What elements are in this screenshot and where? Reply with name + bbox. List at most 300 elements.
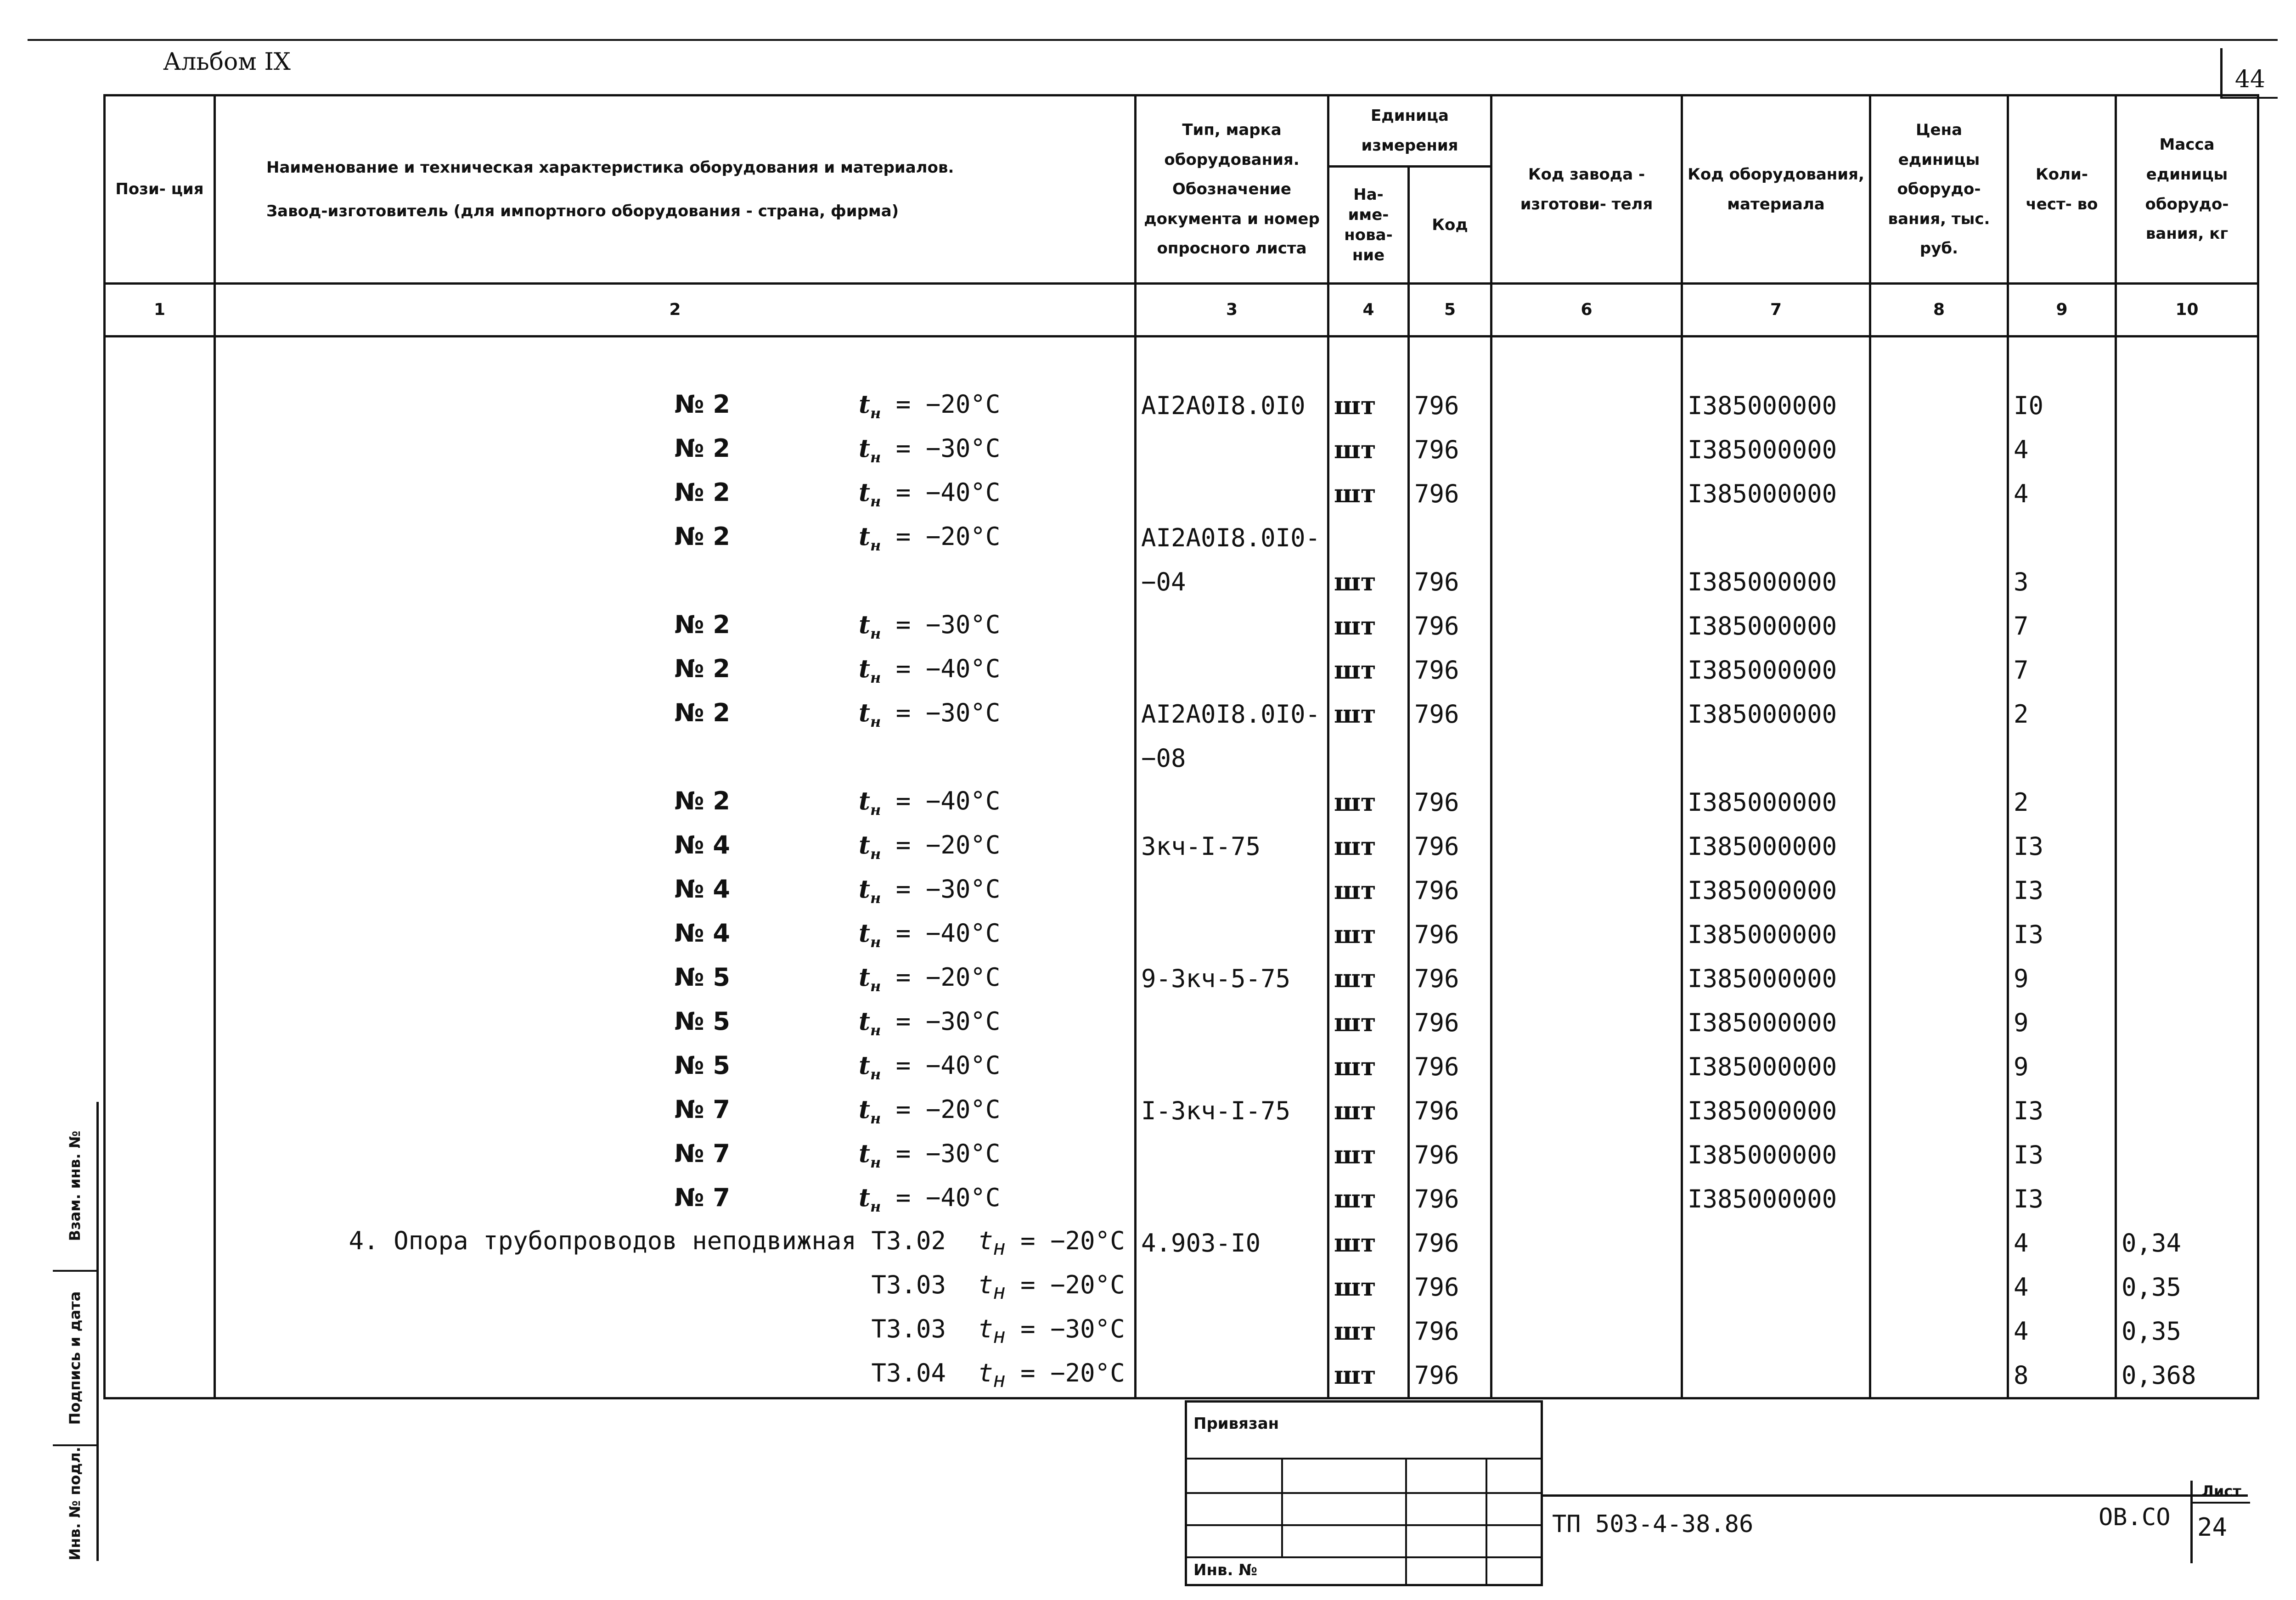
cell-name — [215, 1265, 1136, 1309]
cell-position — [105, 1000, 215, 1044]
cell-type: 4.903-I0 — [1136, 1221, 1328, 1265]
temp-value: = −30°C — [895, 1006, 1001, 1036]
cell-quantity: 9 — [2008, 956, 2116, 1000]
temperature — [859, 654, 1000, 686]
cell-unit: шт — [1328, 1044, 1409, 1089]
cell-price — [1870, 516, 2008, 560]
cell-position — [105, 780, 215, 824]
mark-number: № 4 — [674, 830, 730, 859]
cell-type — [1136, 1309, 1328, 1353]
mark-number: № 7 — [674, 1139, 730, 1168]
cell-type: 9-3кч-5-75 — [1136, 956, 1328, 1000]
sheet-number: 24 — [2197, 1513, 2228, 1542]
cell-manufacturer-code — [1491, 868, 1682, 912]
temp-value: = −20°C — [895, 962, 1001, 992]
table-row — [105, 1309, 2258, 1353]
cell-unit-code: 796 — [1409, 780, 1491, 824]
table-row — [105, 337, 2258, 384]
temp-value: = −40°C — [895, 918, 1001, 948]
cell-manufacturer-code — [1491, 604, 1682, 648]
support-mark: Т3.02 — [871, 1226, 946, 1255]
table-row — [105, 824, 2258, 868]
temp-symbol: $t_н$ — [859, 830, 881, 863]
cell-unit: шт — [1328, 1000, 1409, 1044]
cell-type: AI2A0I8.0I0- — [1136, 692, 1328, 736]
table-row — [105, 1089, 2258, 1133]
cell-mass — [2116, 1089, 2258, 1133]
cell-price — [1870, 604, 2008, 648]
table-row — [105, 472, 2258, 516]
cell-equipment-code: I385000000 — [1682, 472, 1870, 516]
cell-unit-code: 796 — [1409, 956, 1491, 1000]
cell-manufacturer-code — [1491, 1044, 1682, 1089]
side-label-inv-podl: Инв. № подл. — [66, 1447, 84, 1561]
cell-mass — [2116, 1177, 2258, 1221]
cell-name — [215, 648, 1136, 692]
cell-unit: шт — [1328, 912, 1409, 956]
header-name-line2: Завод-изготовитель (для импортного оборудования - страна, фирма) — [266, 202, 899, 220]
column-number: 6 — [1491, 284, 1682, 337]
stamp-vline — [1486, 1458, 1487, 1584]
temperature — [859, 1183, 1000, 1215]
cell-quantity: 9 — [2008, 1044, 2116, 1089]
cell-unit: шт — [1328, 383, 1409, 427]
temp-subscript: н — [870, 492, 881, 510]
table-row — [105, 736, 2258, 780]
cell-equipment-code: I385000000 — [1682, 824, 1870, 868]
cell-price — [1870, 824, 2008, 868]
temperature — [859, 830, 1000, 863]
cell-position — [105, 1309, 215, 1353]
temp-symbol: $t_н$ — [859, 433, 881, 466]
cell-name — [215, 1133, 1136, 1177]
cell-type: 3кч-I-75 — [1136, 824, 1328, 868]
cell-unit: шт — [1328, 1133, 1409, 1177]
cell-equipment-code: I385000000 — [1682, 1177, 1870, 1221]
cell-type — [1136, 472, 1328, 516]
temperature — [859, 522, 1000, 554]
cell-name — [215, 736, 1136, 780]
temp-symbol: $t_н$ — [978, 1358, 1006, 1392]
cell-unit: шт — [1328, 1177, 1409, 1221]
cell-equipment-code: I385000000 — [1682, 1000, 1870, 1044]
temp-symbol: $t_н$ — [859, 962, 881, 995]
cell-position — [105, 1089, 215, 1133]
table-row — [105, 516, 2258, 560]
temp-subscript: н — [870, 536, 881, 554]
temp-subscript: н — [870, 933, 881, 951]
cell-equipment-code: I385000000 — [1682, 956, 1870, 1000]
cell-name — [215, 1044, 1136, 1089]
temperature — [859, 389, 1000, 422]
column-number: 4 — [1328, 284, 1409, 337]
temp-subscript: н — [870, 1197, 881, 1215]
mark-number: № 2 — [674, 522, 730, 551]
cell-unit: шт — [1328, 648, 1409, 692]
cell-position — [105, 824, 215, 868]
cell-unit-code: 796 — [1409, 560, 1491, 604]
cell-mass — [2116, 427, 2258, 472]
mark-number: № 2 — [674, 654, 730, 683]
stamp-line — [1187, 1556, 1541, 1558]
temp-value: = −40°C — [895, 477, 1001, 507]
side-cell — [53, 1102, 96, 1272]
cell-manufacturer-code — [1491, 1177, 1682, 1221]
cell-equipment-code: I385000000 — [1682, 912, 1870, 956]
cell-unit-code — [1409, 516, 1491, 560]
temp-subscript: н — [870, 1109, 881, 1127]
cell-price — [1870, 648, 2008, 692]
title-stamp — [1185, 1400, 1543, 1586]
temp-symbol: $t_н$ — [859, 1182, 881, 1215]
table-row — [105, 1000, 2258, 1044]
sheet-code: ОВ.СО — [2099, 1504, 2171, 1531]
mark-number: № 2 — [674, 698, 730, 727]
cell-price — [1870, 1177, 2008, 1221]
temp-symbol: $t_н$ — [859, 389, 881, 422]
table-row — [105, 1221, 2258, 1265]
cell-name — [215, 824, 1136, 868]
cell-price — [1870, 560, 2008, 604]
table-row — [105, 912, 2258, 956]
support-mark: Т3.03 — [871, 1314, 946, 1343]
cell-equipment-code: I385000000 — [1682, 560, 1870, 604]
column-number: 3 — [1136, 284, 1328, 337]
sheet-label: Лист — [2193, 1481, 2250, 1504]
cell-name — [215, 692, 1136, 736]
cell-name — [215, 912, 1136, 956]
temperature — [978, 1226, 1125, 1260]
support-mark: Т3.04 — [871, 1358, 946, 1387]
cell-unit-code: 796 — [1409, 1044, 1491, 1089]
cell-equipment-code: I385000000 — [1682, 648, 1870, 692]
cell-equipment-code: I385000000 — [1682, 1133, 1870, 1177]
cell-unit: шт — [1328, 1089, 1409, 1133]
cell-unit: шт — [1328, 824, 1409, 868]
cell-manufacturer-code — [1491, 1089, 1682, 1133]
temp-subscript: н — [870, 624, 881, 642]
cell-position — [105, 868, 215, 912]
cell-price — [1870, 1353, 2008, 1398]
column-number: 5 — [1409, 284, 1491, 337]
temperature — [859, 874, 1000, 907]
temperature — [859, 918, 1000, 951]
cell-quantity: 4 — [2008, 1265, 2116, 1309]
cell-manufacturer-code — [1491, 824, 1682, 868]
cell-price — [1870, 1309, 2008, 1353]
cell-mass — [2116, 868, 2258, 912]
cell-equipment-code: I385000000 — [1682, 780, 1870, 824]
cell-unit: шт — [1328, 1353, 1409, 1398]
table-row — [105, 1177, 2258, 1221]
cell-type — [1136, 1000, 1328, 1044]
cell-position — [105, 1133, 215, 1177]
mark-number: № 2 — [674, 786, 730, 815]
temperature — [978, 1314, 1125, 1348]
cell-name — [215, 1177, 1136, 1221]
temp-subscript: н — [870, 801, 881, 819]
table-row — [105, 956, 2258, 1000]
cell-mass — [2116, 1000, 2258, 1044]
cell-manufacturer-code — [1491, 516, 1682, 560]
header-unit: Единица измерения — [1328, 95, 1491, 167]
support-name — [216, 1270, 946, 1299]
cell-manufacturer-code — [1491, 427, 1682, 472]
mark-number: № 4 — [674, 918, 730, 948]
mark-number: № 5 — [674, 962, 730, 992]
cell-price — [1870, 868, 2008, 912]
temp-subscript: н — [870, 668, 881, 686]
cell-unit-code: 796 — [1409, 648, 1491, 692]
cell-type — [1136, 1265, 1328, 1309]
temp-subscript: н — [993, 1367, 1006, 1392]
cell-quantity: 4 — [2008, 472, 2116, 516]
cell-price — [1870, 1221, 2008, 1265]
cell-type — [1136, 604, 1328, 648]
cell-quantity — [2008, 516, 2116, 560]
cell-type: AI2A0I8.0I0 — [1136, 383, 1328, 427]
cell-equipment-code — [1682, 1353, 1870, 1398]
cell-name — [215, 472, 1136, 516]
temp-value: = −30°C — [1020, 1314, 1125, 1343]
top-border-line — [28, 39, 2278, 41]
cell-price — [1870, 1089, 2008, 1133]
temp-value: = −30°C — [895, 698, 1001, 727]
cell-quantity: I0 — [2008, 383, 2116, 427]
cell-unit — [1328, 736, 1409, 780]
table-row — [105, 1265, 2258, 1309]
cell-manufacturer-code — [1491, 1133, 1682, 1177]
cell-unit: шт — [1328, 604, 1409, 648]
stamp-inv-label: Инв. № — [1193, 1561, 1258, 1579]
cell-name — [215, 1221, 1136, 1265]
temperature — [859, 1050, 1000, 1083]
cell-quantity — [2008, 736, 2116, 780]
stamp-line — [1187, 1458, 1541, 1460]
page-number: 44 — [2220, 48, 2278, 99]
temperature — [859, 1095, 1000, 1127]
cell-type — [1136, 912, 1328, 956]
cell-unit-code: 796 — [1409, 604, 1491, 648]
column-number: 9 — [2008, 284, 2116, 337]
cell-unit: шт — [1328, 1265, 1409, 1309]
temp-symbol: $t_н$ — [978, 1314, 1006, 1348]
cell-manufacturer-code — [1491, 560, 1682, 604]
cell-quantity: 7 — [2008, 604, 2116, 648]
cell-position — [105, 692, 215, 736]
temp-value: = −40°C — [895, 1050, 1001, 1080]
cell-unit-code: 796 — [1409, 824, 1491, 868]
cell-unit-code: 796 — [1409, 1133, 1491, 1177]
cell-quantity: 4 — [2008, 1221, 2116, 1265]
table-row — [105, 604, 2258, 648]
temp-value: = −30°C — [895, 433, 1001, 463]
stamp-line — [1187, 1492, 1541, 1494]
cell-price — [1870, 912, 2008, 956]
cell-position — [105, 648, 215, 692]
temp-subscript: н — [993, 1235, 1006, 1260]
cell-unit: шт — [1328, 472, 1409, 516]
cell-unit-code: 796 — [1409, 1221, 1491, 1265]
temp-symbol: $t_н$ — [859, 1006, 881, 1039]
side-label-sign-date: Подпись и дата — [66, 1291, 84, 1425]
cell-mass — [2116, 1133, 2258, 1177]
temperature — [859, 698, 1000, 730]
cell-unit-code: 796 — [1409, 1309, 1491, 1353]
cell-quantity: I3 — [2008, 912, 2116, 956]
cell-unit: шт — [1328, 956, 1409, 1000]
temp-symbol: $t_н$ — [859, 874, 881, 907]
cell-equipment-code — [1682, 1265, 1870, 1309]
cell-type — [1136, 1133, 1328, 1177]
cell-quantity: 9 — [2008, 1000, 2116, 1044]
cell-equipment-code: I385000000 — [1682, 1089, 1870, 1133]
cell-mass — [2116, 560, 2258, 604]
temp-symbol: $t_н$ — [859, 918, 881, 951]
table-row — [105, 1353, 2258, 1398]
header-quantity: Коли- чест- во — [2008, 95, 2116, 284]
temp-symbol: $t_н$ — [859, 609, 881, 642]
header-unit-code: Код — [1409, 167, 1491, 284]
temperature — [859, 786, 1000, 819]
cell-position — [105, 604, 215, 648]
temp-symbol: $t_н$ — [859, 521, 881, 554]
temp-value: = −20°C — [1020, 1358, 1125, 1387]
temp-value: = −20°C — [895, 1095, 1001, 1124]
cell-equipment-code: I385000000 — [1682, 692, 1870, 736]
temperature — [978, 1270, 1125, 1304]
cell-unit-code: 796 — [1409, 472, 1491, 516]
temp-value: = −30°C — [895, 874, 1001, 904]
cell-mass — [2116, 736, 2258, 780]
cell-type: I-3кч-I-75 — [1136, 1089, 1328, 1133]
header-unit-name: На- име- нова- ние — [1328, 167, 1409, 284]
cell-type — [1136, 780, 1328, 824]
table-row — [105, 383, 2258, 427]
cell-unit-code: 796 — [1409, 427, 1491, 472]
cell-name — [215, 780, 1136, 824]
cell-name — [215, 516, 1136, 560]
cell-unit-code: 796 — [1409, 1353, 1491, 1398]
side-label-inv-vzam: Взам. инв. № — [66, 1130, 84, 1241]
mark-number: № 4 — [674, 874, 730, 904]
cell-equipment-code — [1682, 1221, 1870, 1265]
cell-position — [105, 912, 215, 956]
temp-value: = −30°C — [895, 1139, 1001, 1168]
cell-manufacturer-code — [1491, 692, 1682, 736]
temp-subscript: н — [870, 713, 881, 730]
temp-subscript: н — [993, 1323, 1006, 1348]
cell-quantity: 8 — [2008, 1353, 2116, 1398]
temp-value: = −40°C — [895, 654, 1001, 683]
temp-value: = −20°C — [1020, 1270, 1125, 1299]
cell-manufacturer-code — [1491, 912, 1682, 956]
cell-manufacturer-code — [1491, 1309, 1682, 1353]
cell-type: −08 — [1136, 736, 1328, 780]
cell-quantity: I3 — [2008, 1177, 2116, 1221]
temperature — [859, 433, 1000, 466]
cell-mass — [2116, 604, 2258, 648]
cell-unit-code: 796 — [1409, 912, 1491, 956]
cell-manufacturer-code — [1491, 648, 1682, 692]
cell-unit-code: 796 — [1409, 1265, 1491, 1309]
table-row — [105, 560, 2258, 604]
cell-price — [1870, 956, 2008, 1000]
temp-subscript: н — [870, 1065, 881, 1083]
temp-subscript: н — [870, 1153, 881, 1171]
specification-table — [103, 94, 2259, 1399]
header-type: Тип, марка оборудования. Обозначение документа и номер опросного листа — [1136, 95, 1328, 284]
side-cell — [53, 1272, 96, 1446]
mark-number: № 2 — [674, 389, 730, 419]
temp-subscript: н — [870, 1021, 881, 1039]
cell-manufacturer-code — [1491, 472, 1682, 516]
header-price: Цена единицы оборудо- вания, тыс. руб. — [1870, 95, 2008, 284]
temp-subscript: н — [993, 1279, 1006, 1304]
temperature — [859, 1006, 1000, 1039]
cell-unit: шт — [1328, 1309, 1409, 1353]
cell-mass — [2116, 516, 2258, 560]
cell-name — [215, 1089, 1136, 1133]
cell-price — [1870, 472, 2008, 516]
cell-price — [1870, 1044, 2008, 1089]
cell-manufacturer-code — [1491, 1265, 1682, 1309]
cell-position — [105, 516, 215, 560]
cell-mass — [2116, 648, 2258, 692]
cell-mass: 0,35 — [2116, 1265, 2258, 1309]
cell-position — [105, 472, 215, 516]
temp-symbol: $t_н$ — [859, 1094, 881, 1127]
mark-number: № 2 — [674, 433, 730, 463]
cell-manufacturer-code — [1491, 1353, 1682, 1398]
temp-subscript: н — [870, 889, 881, 907]
cell-price — [1870, 1265, 2008, 1309]
column-number: 7 — [1682, 284, 1870, 337]
cell-quantity: I3 — [2008, 824, 2116, 868]
cell-quantity: 7 — [2008, 648, 2116, 692]
cell-position — [105, 383, 215, 427]
album-title: Альбом IX — [163, 48, 291, 76]
cell-name — [215, 956, 1136, 1000]
cell-unit-code: 796 — [1409, 383, 1491, 427]
mark-number: № 7 — [674, 1095, 730, 1124]
cell-name — [215, 1309, 1136, 1353]
cell-price — [1870, 1000, 2008, 1044]
temp-value: = −40°C — [895, 786, 1001, 815]
column-number: 1 — [105, 284, 215, 337]
cell-manufacturer-code — [1491, 1221, 1682, 1265]
cell-manufacturer-code — [1491, 1000, 1682, 1044]
cell-position — [105, 1265, 215, 1309]
table-row — [105, 1044, 2258, 1089]
cell-mass: 0,368 — [2116, 1353, 2258, 1398]
cell-mass: 0,34 — [2116, 1221, 2258, 1265]
temp-subscript: н — [870, 448, 881, 466]
cell-mass — [2116, 824, 2258, 868]
cell-name — [215, 1000, 1136, 1044]
cell-position — [105, 1044, 215, 1089]
cell-unit-code: 796 — [1409, 1000, 1491, 1044]
temp-symbol: $t_н$ — [978, 1226, 1006, 1260]
cell-equipment-code: I385000000 — [1682, 604, 1870, 648]
cell-type — [1136, 1353, 1328, 1398]
cell-name — [215, 427, 1136, 472]
temp-subscript: н — [870, 845, 881, 863]
cell-type — [1136, 1177, 1328, 1221]
cell-name — [215, 868, 1136, 912]
table-row — [105, 780, 2258, 824]
cell-equipment-code: I385000000 — [1682, 383, 1870, 427]
